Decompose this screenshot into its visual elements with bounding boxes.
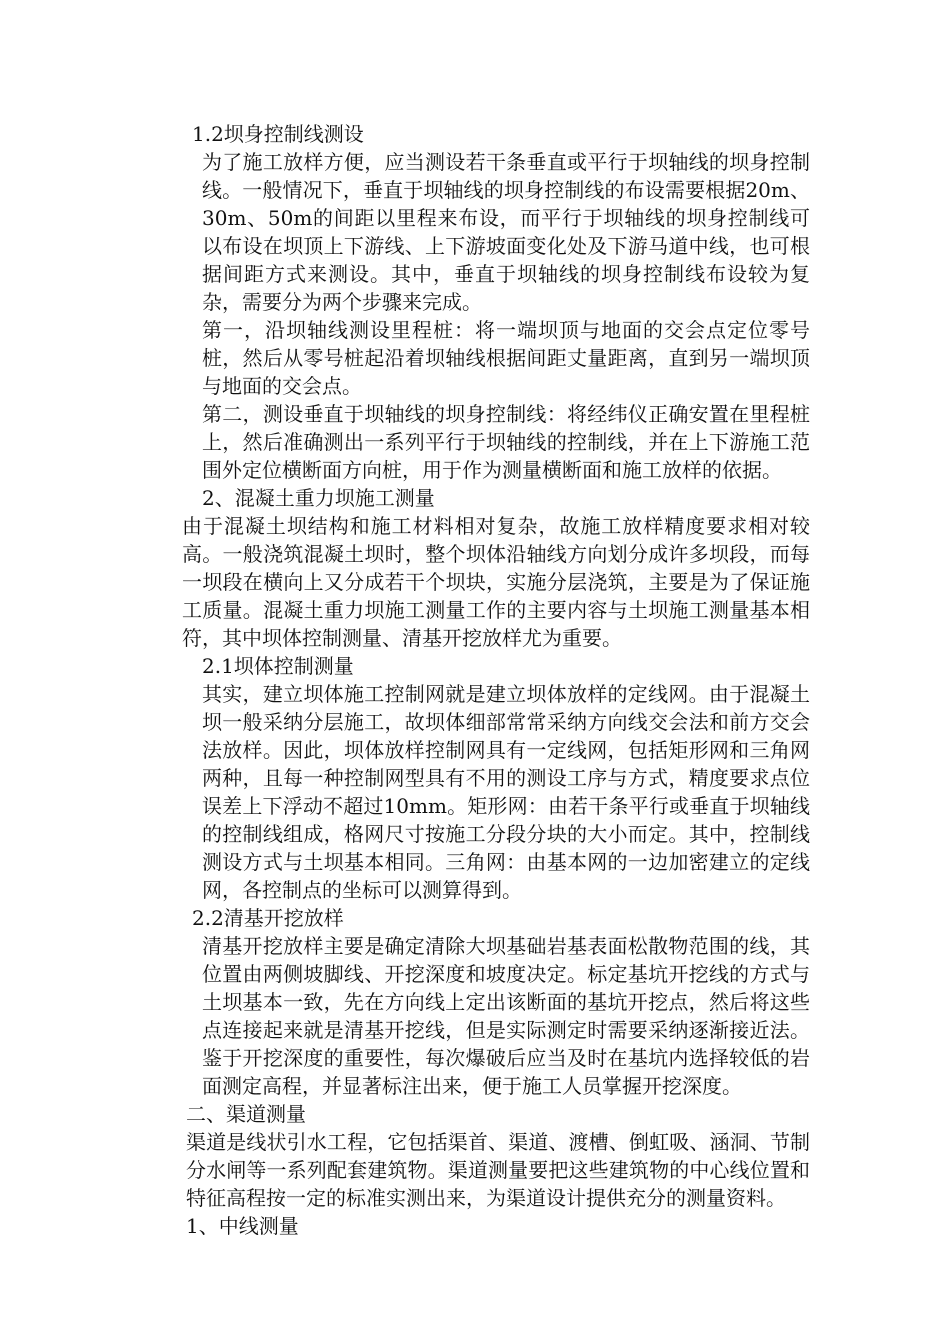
- body-paragraph: 渠道是线状引水工程，它包括渠首、渠道、渡槽、倒虹吸、涵洞、节制分水闸等一系列配套建筑物。渠道测量要把这些建筑物的中心线位置和特征高程按一定的标准实测出来，为渠道设计提供充分的测量资料。: [186, 1130, 810, 1210]
- document-body: [142, 120, 810, 1240]
- section-heading: 1.2坝身控制线测设: [192, 122, 364, 146]
- section-heading: 2.1坝体控制测量: [202, 654, 354, 678]
- body-paragraph: 由于混凝土坝结构和施工材料相对复杂，故施工放样精度要求相对较高。一般浇筑混凝土坝时，整个坝体沿轴线方向划分成许多坝段，而每一坝段在横向上又分成若干个坝块，实施分层浇筑，主要是为了保证施工质量。混凝土重力坝施工测量工作的主要内容与土坝施工测量基本相符，其中坝体控制测量、清基开挖放样尤为重要。: [182, 514, 810, 650]
- body-paragraph: 为了施工放样方便，应当测设若干条垂直或平行于坝轴线的坝身控制线。一般情况下，垂直于坝轴线的坝身控制线的布设需要根据20m、30m、50m的间距以里程来布设，而平行于坝轴线的坝身控制线可以布设在坝顶上下游线、上下游坡面变化处及下游马道中线，也可根据间距方式来测设。其中，垂直于坝轴线的坝身控制线布设较为复杂，需要分为两个步骤来完成。: [202, 150, 810, 314]
- section-heading: 2.2清基开挖放样: [192, 906, 344, 930]
- section-heading: 1、中线测量: [186, 1214, 299, 1238]
- body-paragraph: 清基开挖放样主要是确定清除大坝基础岩基表面松散物范围的线，其位置由两侧坡脚线、开挖深度和坡度决定。标定基坑开挖线的方式与土坝基本一致，先在方向线上定出该断面的基坑开挖点，然后将这些点连接起来就是清基开挖线，但是实际测定时需要采纳逐渐接近法。鉴于开挖深度的重要性，每次爆破后应当及时在基坑内选择较低的岩面测定高程，并显著标注出来，便于施工人员掌握开挖深度。: [202, 934, 810, 1098]
- section-heading: 2、混凝土重力坝施工测量: [202, 486, 435, 510]
- body-paragraph: 第二，测设垂直于坝轴线的坝身控制线：将经纬仪正确安置在里程桩上，然后准确测出一系列平行于坝轴线的控制线，并在上下游施工范围外定位横断面方向桩，用于作为测量横断面和施工放样的依据。: [202, 402, 810, 482]
- section-heading: 二、渠道测量: [186, 1102, 306, 1126]
- body-paragraph: 第一，沿坝轴线测设里程桩：将一端坝顶与地面的交会点定位零号桩，然后从零号桩起沿着坝轴线根据间距丈量距离，直到另一端坝顶与地面的交会点。: [202, 318, 810, 398]
- body-paragraph: 其实，建立坝体施工控制网就是建立坝体放样的定线网。由于混凝土坝一般采纳分层施工，故坝体细部常常采纳方向线交会法和前方交会法放样。因此，坝体放样控制网具有一定线网，包括矩形网和三角网两种，且每一种控制网型具有不用的测设工序与方式，精度要求点位误差上下浮动不超过10mm。矩形网：由若干条平行或垂直于坝轴线的控制线组成，格网尺寸按施工分段分块的大小而定。其中，控制线测设方式与土坝基本相同。三角网：由基本网的一边加密建立的定线网，各控制点的坐标可以测算得到。: [202, 682, 810, 902]
